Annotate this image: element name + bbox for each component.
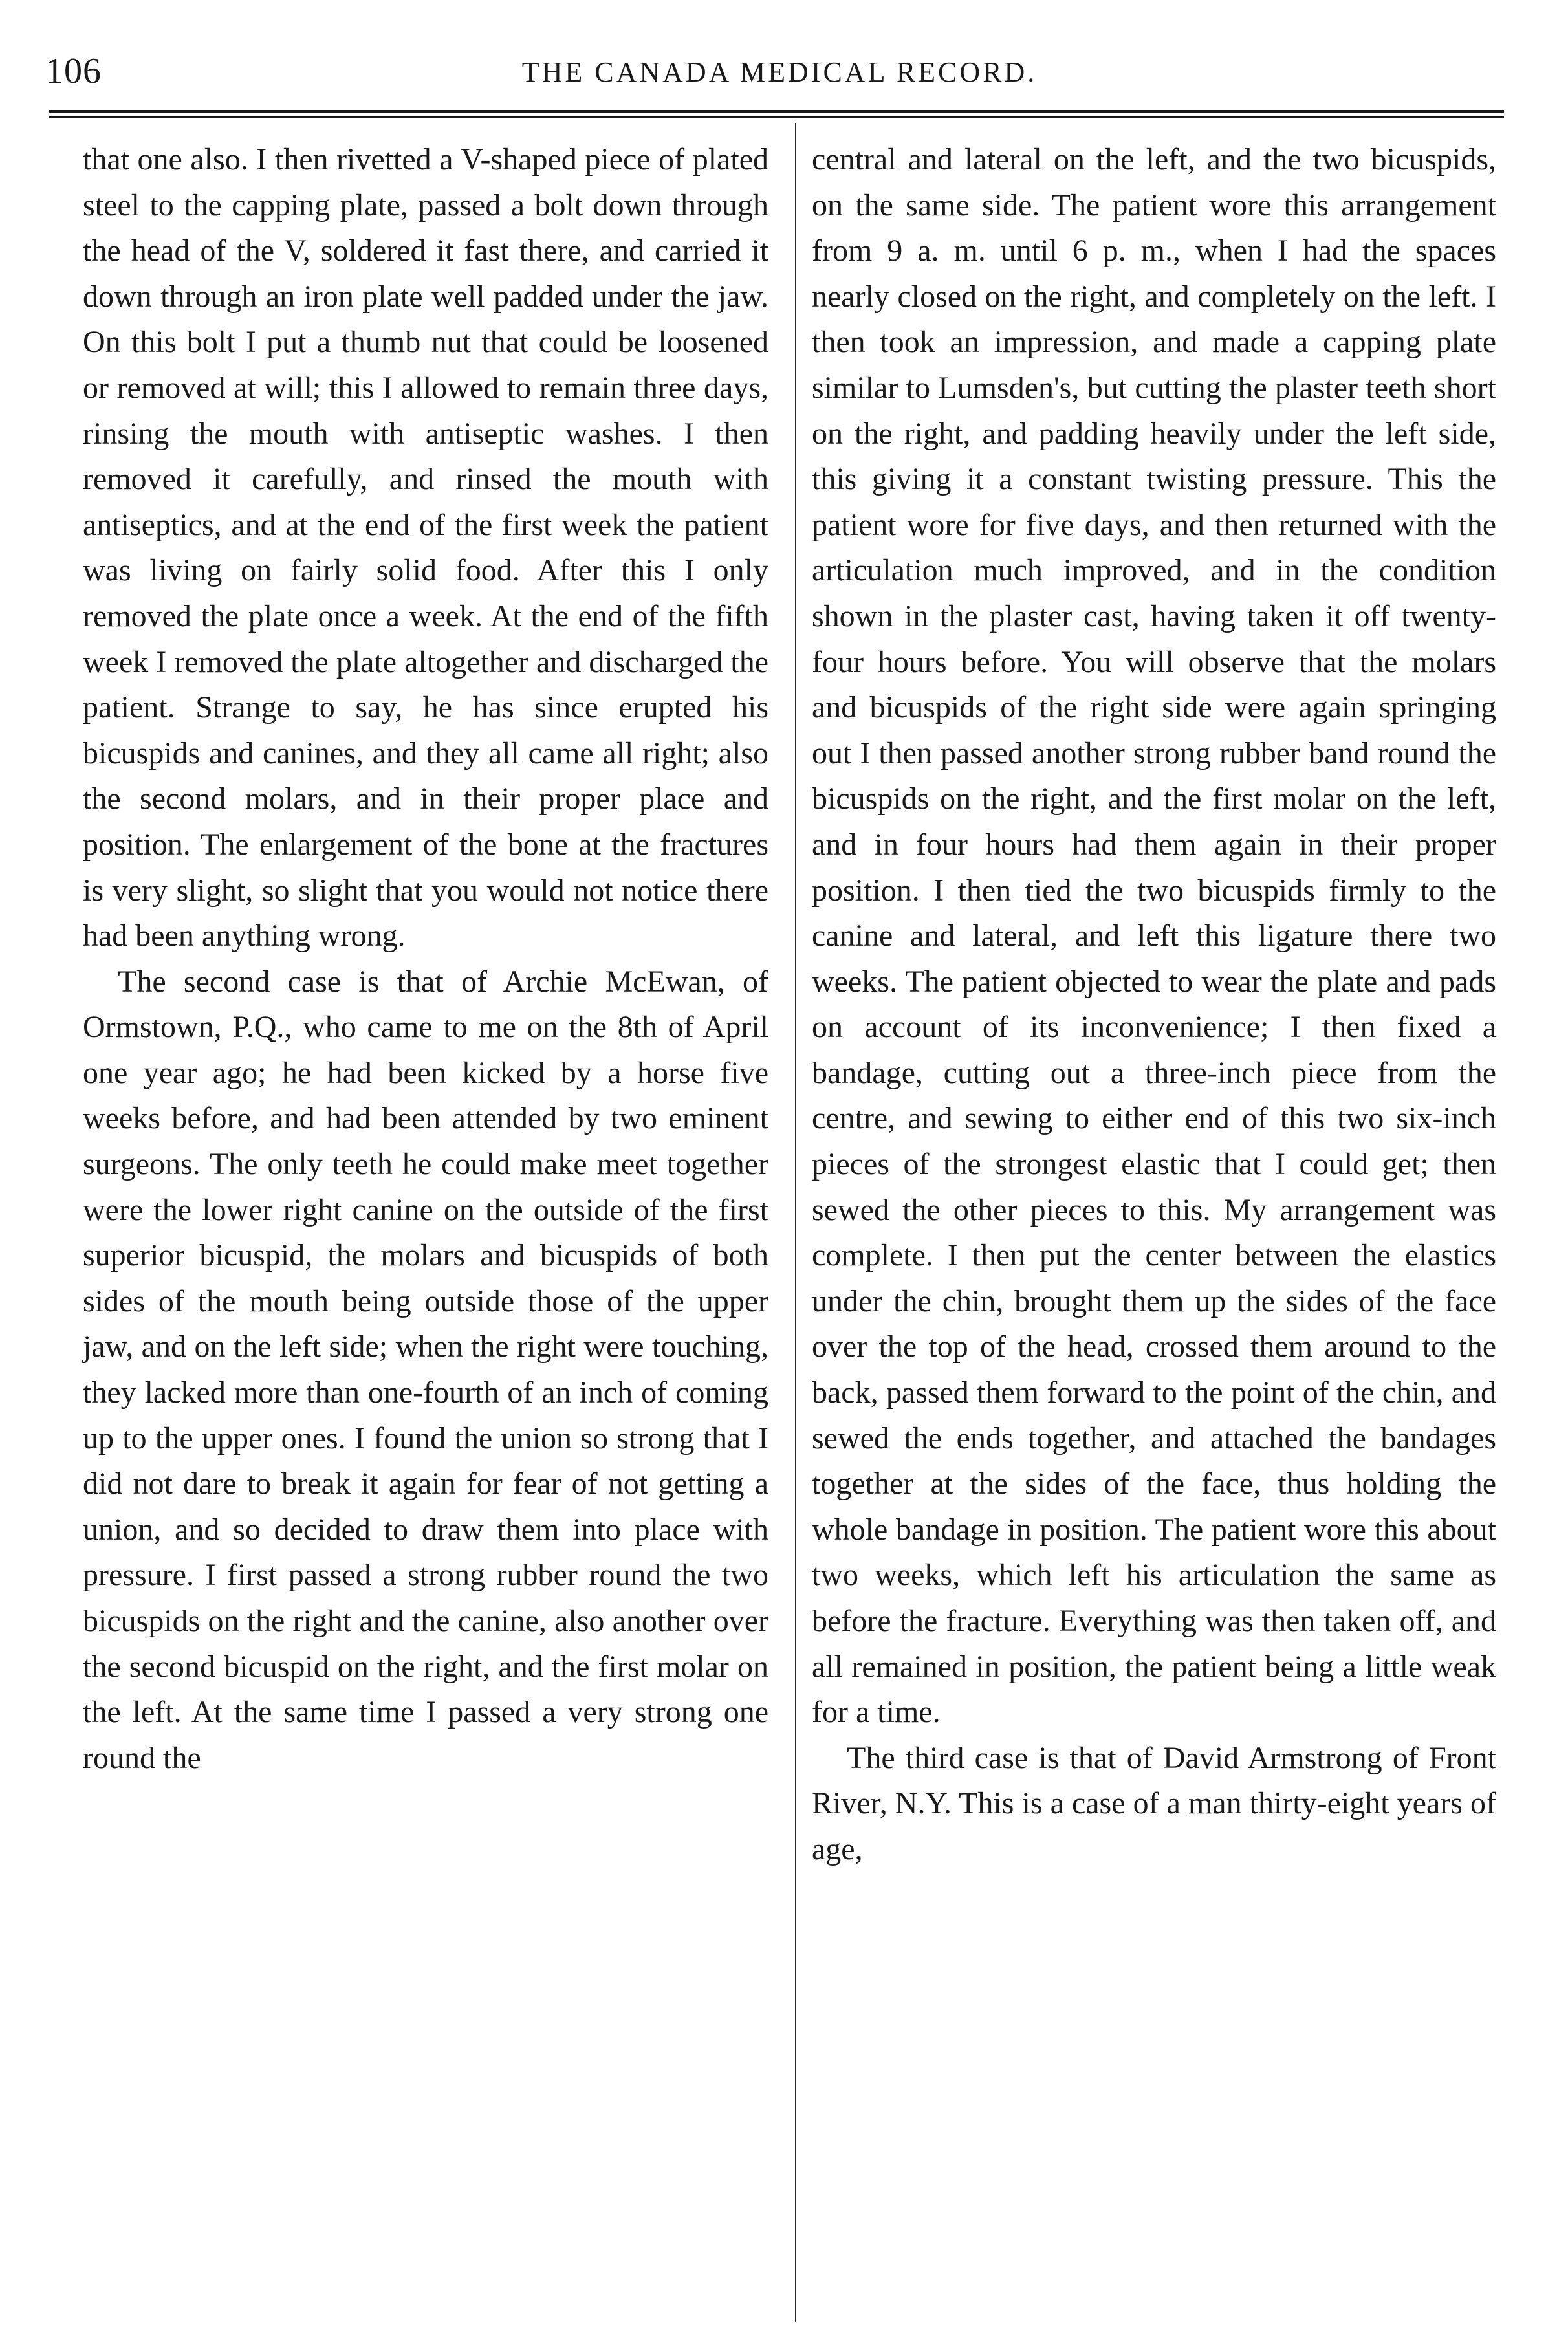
paragraph: The second case is that of Archie McEwan, of Ormstown, P.Q., who came to me on the 8th of April one year ago; he had been kicked by a horse five weeks before, and had been attended by two eminent surgeons. The only teeth he could make meet together were the lower right canine on the outside of the first superior bicuspid, the molars and bicuspids of both sides of the mouth being outside those of the upper jaw, and on the left side; when the right were touching, they lacked more than one-fourth of an inch of coming up to the upper ones. I found the union so strong that I did not dare to break it again for fear of not getting a union, and so decided to draw them into place with pressure. I first passed a strong rubber round the two bicuspids on the right and the canine, also another over the second bicuspid on the right, and the first molar on the left. At the same time I passed a very strong one round the bbox=[83, 964, 768, 1775]
running-title: THE CANADA MEDICAL RECORD. bbox=[521, 56, 1038, 88]
page-header bbox=[45, 50, 1514, 109]
paragraph: central and lateral on the left, and the two bicuspids, on the same side. The patient wore this arrangement from 9 a. m. until 6 p. m., when I had the spaces nearly closed on the right, and completely on the left. I then took an impression, and made a capping plate similar to Lumsden's, but cutting the plaster teeth short on the right, and padding heavily under the left side, this giving it a constant twisting pressure. This the patient wore for five days, and then returned with the articulation much improved, and in the condition shown in the plaster cast, having taken it off twenty-four hours before. You will observe that the molars and bicuspids of the right side were again springing out I then passed another strong rubber band round the bicuspids on the right, and the first molar on the left, and in four hours had them again in their proper position. I then tied the two bicuspids firmly to the canine and lateral, and left this ligature there two weeks. The patient objected to wear the plate and pads on account of its inconvenience; I then fixed a bandage, cutting out a three-inch piece from the centre, and sewing to either end of this two six-inch pieces of the strongest elastic that I could get; then sewed the other pieces to this. My arrangement was complete. I then put the center between the elastics under the chin, brought them up the sides of the face over the top of the head, crossed them around to the back, passed them forward to the point of the chin, and sewed the ends together, and attached the bandages together at the sides of the face, thus holding the whole bandage in position. The patient wore this about two weeks, which left his articulation the same as before the fracture. Everything was then taken off, and all remained in position, the patient being a little weak for a time. bbox=[812, 142, 1496, 1730]
right-column bbox=[812, 137, 1496, 1873]
column-divider bbox=[795, 123, 796, 2322]
page-number: 106 bbox=[45, 51, 102, 91]
header-rule-thin bbox=[49, 116, 1504, 118]
left-column bbox=[83, 137, 768, 1781]
paragraph: that one also. I then rivetted a V-shaped piece of plated steel to the capping plate, passed a bolt down through the head of the V, soldered it fast there, and carried it down through an iron plate well padded under the jaw. On this bolt I put a thumb nut that could be loosened or removed at will; this I allowed to remain three days, rinsing the mouth with antiseptic washes. I then removed it carefully, and rinsed the mouth with antiseptics, and at the end of the first week the patient was living on fairly solid food. After this I only removed the plate once a week. At the end of the fifth week I removed the plate altogether and discharged the patient. Strange to say, he has since erupted his bicuspids and canines, and they all came all right; also the second molars, and in their proper place and position. The enlargement of the bone at the fractures is very slight, so slight that you would not notice there had been anything wrong. bbox=[83, 142, 769, 954]
header-rule-thick bbox=[49, 110, 1504, 113]
paragraph: The third case is that of David Armstrong of Front River, N.Y. This is a case of a man thirty-eight years of age, bbox=[812, 1740, 1496, 1866]
